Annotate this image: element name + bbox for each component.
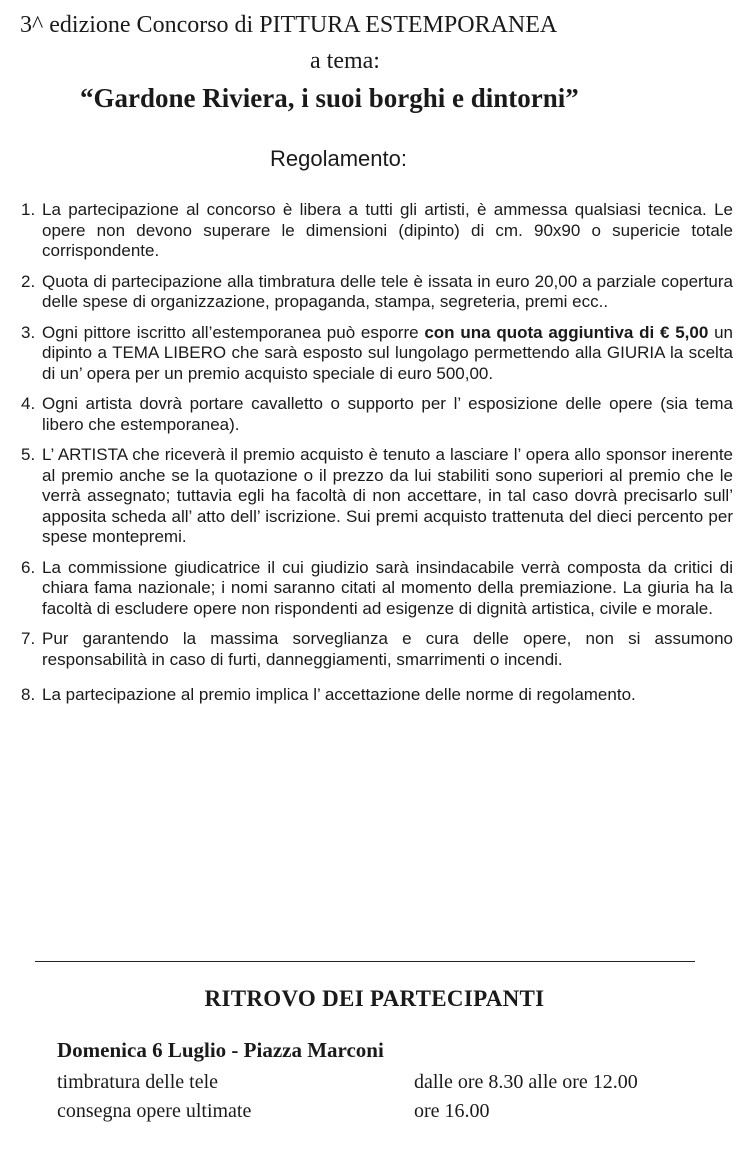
edition-title: 3^ edizione Concorso di PITTURA ESTEMPORANEA [20,12,558,38]
rule-text: La partecipazione al concorso è libera a tutti gli artisti, è ammessa qualsiasi tecnica. Le opere non devono superare le dimensioni (dipinto) di cm. 90x90 o supericie totale corrispondente. [42,200,733,260]
rule-number: 4. [21,394,36,413]
theme-intro: a tema: [310,48,380,74]
rule-number: 2. [21,271,36,291]
rule-item [21,323,733,385]
rule-number: 8. [21,685,36,704]
rule-text [42,323,733,383]
rule-item [21,272,733,313]
schedule-time: ore 16.00 [414,1100,490,1122]
rule-item [21,680,733,710]
rule-number: 3. [21,322,36,342]
ritrovo-heading: RITROVO DEI PARTECIPANTI [204,986,545,1011]
theme-title: “Gardone Riviera, i suoi borghi e dintorni” [80,83,579,113]
schedule-activity: timbratura delle tele [57,1071,219,1093]
rule-item [21,200,733,262]
rule-item [21,558,733,620]
rule-text: La commissione giudicatrice il cui giudizio sarà insindacabile verrà composta da critici di chiara fama nazionale; i nomi saranno citati al momento della premiazione. La giuria ha la facoltà di escludere opere non rispondenti ad esigenze di dignità artistica, civile e morale. [42,557,733,618]
schedule-activity: consegna opere ultimate [57,1100,252,1122]
rule-item [21,629,733,670]
rule-number: 1. [21,200,36,219]
rules-list [21,200,733,720]
regolamento-heading: Regolamento: [270,146,407,171]
rule-text-before: Ogni pittore iscritto all’estemporanea può esporre [42,322,425,342]
rule-text-after: un dipinto a TEMA LIBERO che sarà esposto sul lungolago permettendo alla GIURIA la scelta di un’ opera per un premio acquisto speciale di euro 500,00. [42,322,733,383]
rule-text: Pur garantendo la massima sorveglianza e cura delle opere, non si assumono responsabilità in caso di furti, danneggiamenti, smarrimenti o incendi. [42,629,733,669]
rule-text: Ogni artista dovrà portare cavalletto o supporto per l’ esposizione delle opere (sia tema libero che estemporanea). [42,394,733,434]
rule-item [21,445,733,548]
section-divider [35,961,695,962]
rule-item [21,394,733,435]
rule-text: Quota di partecipazione alla timbratura delle tele è issata in euro 20,00 a parziale copertura delle spese di organizzazione, propaganda, stampa, segreteria, premi ecc.. [42,271,733,311]
rule-number: 7. [21,629,36,648]
rule-text: L’ ARTISTA che riceverà il premio acquisto è tenuto a lasciare l’ opera allo sponsor inerente al premio anche se la quotazione o il prezzo da lui stabiliti sono superiori al premio che le verrà assegnato; tuttavia egli ha facoltà di non accettare, in tal caso dovrà precisarlo sull’ apposita scheda all’ atto dell’ iscrizione. Sui premi acquisto trattenuta del dieci percento per spese montepremi. [42,445,733,546]
rule-text-bold: con una quota aggiuntiva di € 5,00 [424,322,709,342]
rule-number: 6. [21,557,36,577]
schedule-time: dalle ore 8.30 alle ore 12.00 [414,1071,638,1093]
rule-text: La partecipazione al premio implica l’ accettazione delle norme di regolamento. [42,685,636,704]
event-date-place: Domenica 6 Luglio - Piazza Marconi [57,1038,384,1062]
rule-number: 5. [21,445,36,464]
